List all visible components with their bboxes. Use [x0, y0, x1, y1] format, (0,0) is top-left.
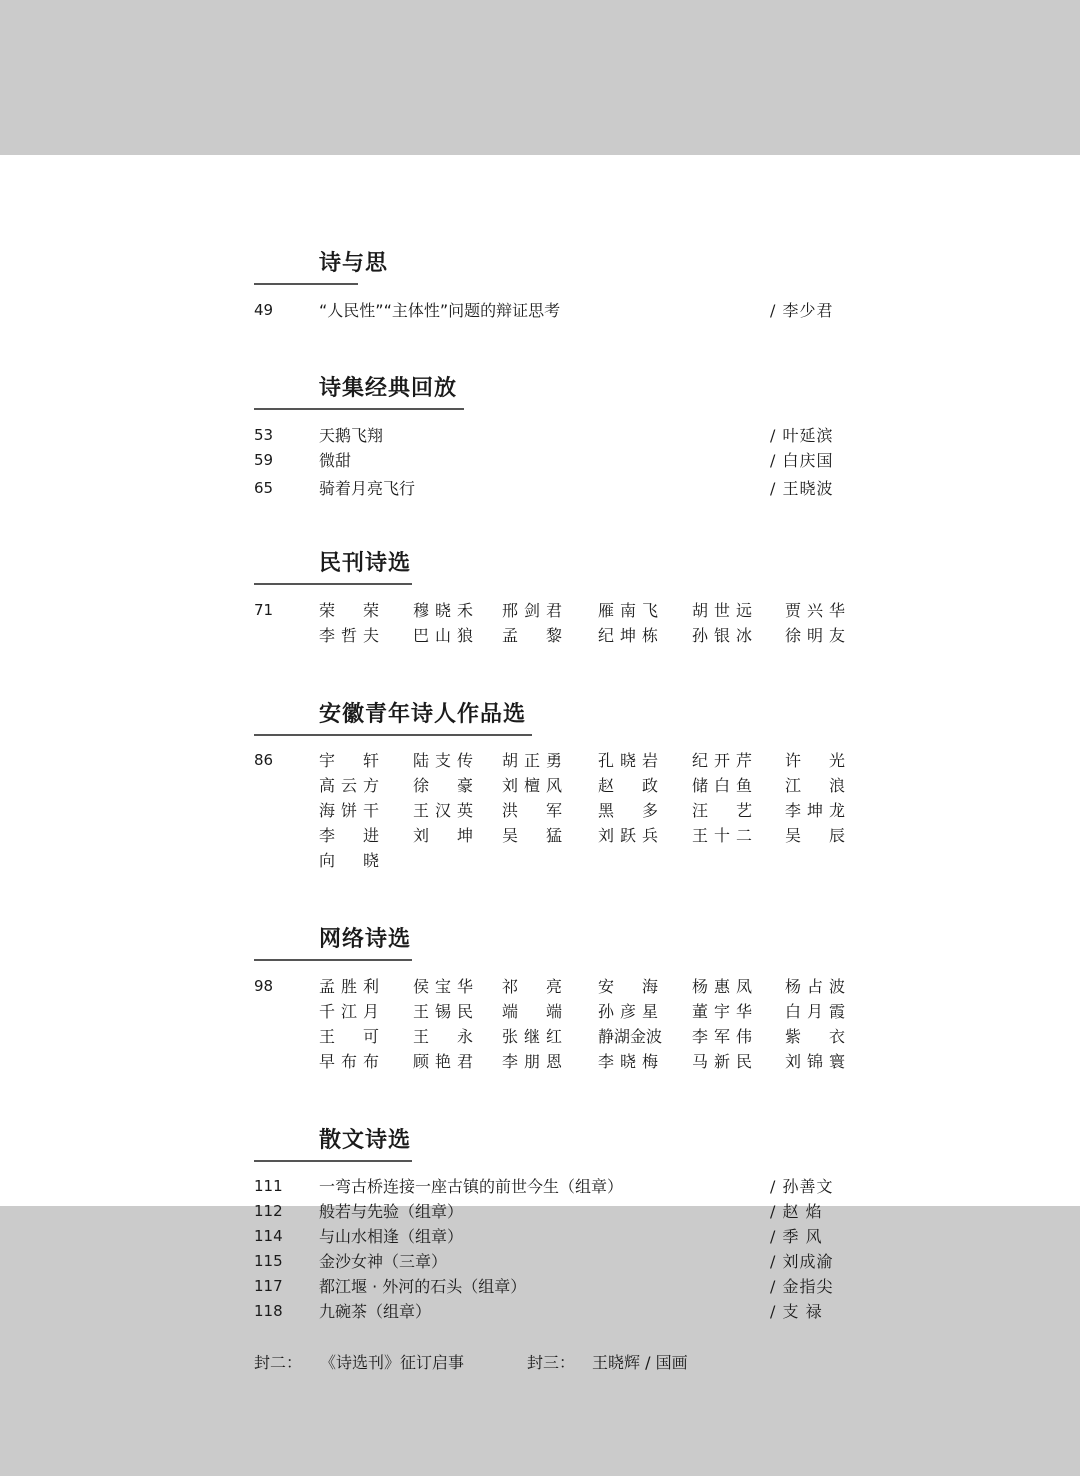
- entry-author: / 白庆国: [770, 451, 834, 470]
- section-header: [254, 372, 464, 410]
- author-name: 刘锦寰: [785, 1052, 845, 1071]
- author-name: 安 海: [598, 977, 658, 996]
- author-name: 贾兴华: [785, 601, 845, 620]
- entry-title: 天鹅飞翔: [319, 426, 384, 445]
- author-name: 赵 政: [598, 776, 658, 795]
- author-name: 紫 衣: [785, 1027, 845, 1046]
- entry-title: 一弯古桥连接一座古镇的前世今生（组章）: [319, 1177, 624, 1196]
- author-name: 王锡民: [413, 1002, 473, 1021]
- toc-entry[interactable]: [0, 1199, 1080, 1224]
- entry-title: 微甜: [319, 451, 352, 470]
- page-number: 59: [254, 451, 274, 469]
- author-name: 纪坤栋: [598, 626, 658, 645]
- cover3-text: 王晓辉 / 国画: [592, 1353, 688, 1372]
- author-name: 储白鱼: [692, 776, 752, 795]
- section-title: 诗集经典回放: [319, 375, 458, 401]
- author-name: 汪 艺: [692, 801, 752, 820]
- section-title: 散文诗选: [319, 1127, 412, 1153]
- author-name: 孔晓岩: [598, 751, 658, 770]
- author-name: 巴山狼: [413, 626, 473, 645]
- author-name: 王汉英: [413, 801, 473, 820]
- section-title: 安徽青年诗人作品选: [319, 701, 527, 727]
- author-name: 端 端: [502, 1002, 562, 1021]
- author-name: 洪 军: [502, 801, 562, 820]
- author-name: 李晓梅: [598, 1052, 658, 1071]
- author-name: 黑 多: [598, 801, 658, 820]
- author-name: 纪开芹: [692, 751, 752, 770]
- author-name: 海饼干: [319, 801, 379, 820]
- author-name: 早布布: [319, 1052, 379, 1071]
- toc-entry[interactable]: [0, 476, 1080, 501]
- toc-entry[interactable]: [0, 1274, 1080, 1299]
- toc-entry[interactable]: [0, 1249, 1080, 1274]
- page-number: 117: [254, 1277, 283, 1295]
- author-name: 杨占波: [785, 977, 845, 996]
- entry-title: 般若与先验（组章）: [319, 1202, 464, 1221]
- author-name: 雁南飞: [598, 601, 658, 620]
- entry-author: / 孙善文: [770, 1177, 834, 1196]
- author-name: 千江月: [319, 1002, 379, 1021]
- author-name: 孟 黎: [502, 626, 562, 645]
- entry-author: / 赵 焰: [770, 1202, 823, 1221]
- author-name: 许 光: [785, 751, 845, 770]
- entry-title: 金沙女神（三章）: [319, 1252, 448, 1271]
- cover3-label: 封三：: [527, 1353, 576, 1372]
- section-header: [254, 247, 389, 285]
- page-number: 86: [254, 751, 274, 769]
- author-name: 向 晓: [319, 851, 379, 870]
- author-name: 胡正勇: [502, 751, 562, 770]
- section-header: [254, 698, 532, 736]
- author-name: 吴 猛: [502, 826, 562, 845]
- cover2-label: 封二：: [254, 1353, 303, 1372]
- author-name: 荣 荣: [319, 601, 379, 620]
- page-number: 49: [254, 301, 274, 319]
- author-name: 祁 亮: [502, 977, 562, 996]
- author-name: 高云方: [319, 776, 379, 795]
- page-number: 111: [254, 1177, 283, 1195]
- toc-entry[interactable]: [0, 423, 1080, 448]
- author-name: 侯宝华: [413, 977, 473, 996]
- entry-author: / 季 风: [770, 1227, 823, 1246]
- author-name: 李哲夫: [319, 626, 379, 645]
- author-name: 董宇华: [692, 1002, 752, 1021]
- author-name: 马新民: [692, 1052, 752, 1071]
- author-name: 徐 豪: [413, 776, 473, 795]
- author-name: 李坤龙: [785, 801, 845, 820]
- section-title: 民刊诗选: [319, 550, 412, 576]
- toc-entry[interactable]: [0, 298, 1080, 323]
- author-name: 杨惠凤: [692, 977, 752, 996]
- toc-entry[interactable]: [0, 448, 1080, 473]
- author-name: 孟胜利: [319, 977, 379, 996]
- author-name: 孙彦星: [598, 1002, 658, 1021]
- entry-author: / 支 禄: [770, 1302, 823, 1321]
- page-number: 112: [254, 1202, 283, 1220]
- author-name: 孙银冰: [692, 626, 752, 645]
- author-name: 邢剑君: [502, 601, 562, 620]
- author-name: 陆支传: [413, 751, 473, 770]
- page-number: 71: [254, 601, 274, 619]
- author-name: 李军伟: [692, 1027, 752, 1046]
- section-header: [254, 547, 412, 585]
- cover2-text: 《诗选刊》征订启事: [320, 1353, 465, 1372]
- toc-entry[interactable]: [0, 1224, 1080, 1249]
- top-gray-band: [0, 0, 1080, 155]
- author-name: 白月霞: [785, 1002, 845, 1021]
- author-name: 刘跃兵: [598, 826, 658, 845]
- entry-author: / 刘成渝: [770, 1252, 834, 1271]
- author-name: 王十二: [692, 826, 752, 845]
- author-name: 王 永: [413, 1027, 473, 1046]
- author-name: 张继红: [502, 1027, 562, 1046]
- section-title: 诗与思: [319, 250, 389, 276]
- page-number: 115: [254, 1252, 283, 1270]
- author-name: 王 可: [319, 1027, 379, 1046]
- page-number: 65: [254, 479, 274, 497]
- author-name: 宇 轩: [319, 751, 379, 770]
- author-name: 江 浪: [785, 776, 845, 795]
- section-header: [254, 923, 412, 961]
- author-name: 穆晓禾: [413, 601, 473, 620]
- entry-title: 都江堰 · 外河的石头（组章）: [319, 1277, 527, 1296]
- toc-entry[interactable]: [0, 1174, 1080, 1199]
- entry-author: / 叶延滨: [770, 426, 834, 445]
- author-name: 徐明友: [785, 626, 845, 645]
- section-header: [254, 1124, 412, 1162]
- author-name: 静湖金波: [598, 1027, 663, 1046]
- author-name: 李 进: [319, 826, 379, 845]
- page-number: 114: [254, 1227, 283, 1245]
- toc-entry[interactable]: [0, 1299, 1080, 1324]
- entry-title: 与山水相逢（组章）: [319, 1227, 464, 1246]
- author-name: 刘檀风: [502, 776, 562, 795]
- entry-title: “人民性”“主体性”问题的辩证思考: [319, 301, 561, 320]
- author-name: 李朋恩: [502, 1052, 562, 1071]
- page-number: 118: [254, 1302, 283, 1320]
- entry-author: / 李少君: [770, 301, 834, 320]
- entry-author: / 王晓波: [770, 479, 834, 498]
- page-number: 98: [254, 977, 274, 995]
- author-name: 吴 辰: [785, 826, 845, 845]
- page-number: 53: [254, 426, 274, 444]
- author-name: 胡世远: [692, 601, 752, 620]
- author-name: 顾艳君: [413, 1052, 473, 1071]
- cover-credits: [0, 1350, 1080, 1376]
- section-title: 网络诗选: [319, 926, 412, 952]
- entry-author: / 金指尖: [770, 1277, 834, 1296]
- entry-title: 骑着月亮飞行: [319, 479, 416, 498]
- author-name: 刘 坤: [413, 826, 473, 845]
- entry-title: 九碗茶（组章）: [319, 1302, 432, 1321]
